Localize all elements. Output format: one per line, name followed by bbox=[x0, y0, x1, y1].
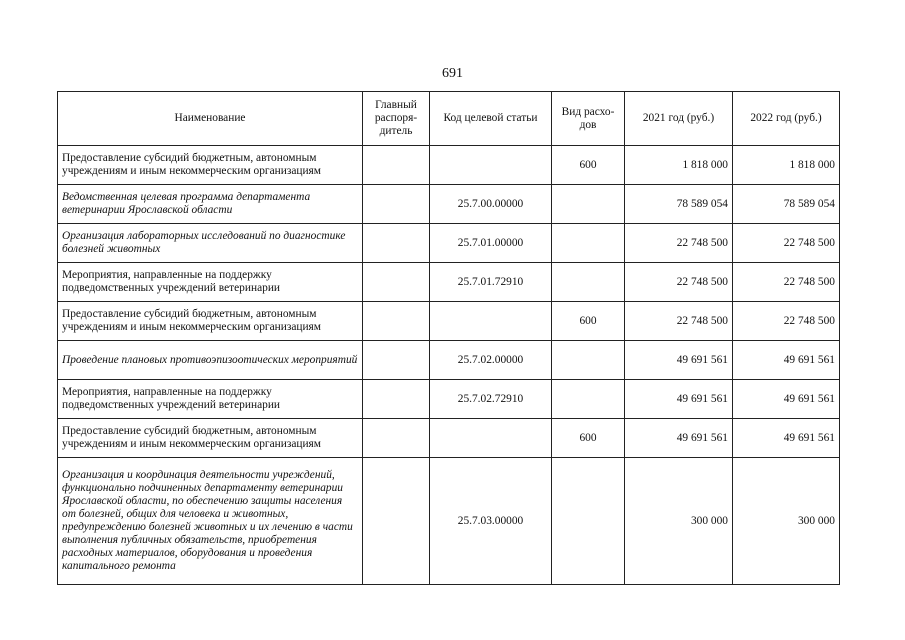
row-name: Мероприятия, направленные на поддержку подведомственных учреждений ветеринарии bbox=[58, 380, 363, 419]
table-row bbox=[58, 263, 840, 302]
row-name: Предоставление субсидий бюджетным, автономным учреждениям и иным некоммерческим организациям bbox=[58, 302, 363, 341]
row-2022: 22 748 500 bbox=[733, 224, 840, 263]
row-manager bbox=[363, 146, 430, 185]
row-name: Организация лабораторных исследований по диагностике болезней животных bbox=[58, 224, 363, 263]
table-row bbox=[58, 419, 840, 458]
row-manager bbox=[363, 224, 430, 263]
row-manager bbox=[363, 302, 430, 341]
row-name: Мероприятия, направленные на поддержку подведомственных учреждений ветеринарии bbox=[58, 263, 363, 302]
row-manager bbox=[363, 263, 430, 302]
row-2022: 1 818 000 bbox=[733, 146, 840, 185]
row-code bbox=[430, 419, 552, 458]
header-2022: 2022 год (руб.) bbox=[733, 92, 840, 146]
header-2021: 2021 год (руб.) bbox=[625, 92, 733, 146]
row-2021: 22 748 500 bbox=[625, 263, 733, 302]
row-expense-type bbox=[552, 380, 625, 419]
header-name: Наименование bbox=[58, 92, 363, 146]
row-2022: 78 589 054 bbox=[733, 185, 840, 224]
row-code bbox=[430, 146, 552, 185]
row-2021: 300 000 bbox=[625, 458, 733, 585]
row-manager bbox=[363, 380, 430, 419]
row-expense-type bbox=[552, 341, 625, 380]
budget-table bbox=[57, 91, 840, 585]
row-2021: 49 691 561 bbox=[625, 380, 733, 419]
row-name: Предоставление субсидий бюджетным, автономным учреждениям и иным некоммерческим организациям bbox=[58, 419, 363, 458]
row-code: 25.7.00.00000 bbox=[430, 185, 552, 224]
row-code: 25.7.01.00000 bbox=[430, 224, 552, 263]
row-code: 25.7.02.72910 bbox=[430, 380, 552, 419]
row-expense-type bbox=[552, 458, 625, 585]
table-row bbox=[58, 380, 840, 419]
row-2022: 22 748 500 bbox=[733, 302, 840, 341]
row-2022: 49 691 561 bbox=[733, 341, 840, 380]
row-code bbox=[430, 302, 552, 341]
row-manager bbox=[363, 419, 430, 458]
row-expense-type: 600 bbox=[552, 302, 625, 341]
table-header-row bbox=[58, 92, 840, 146]
table-row bbox=[58, 185, 840, 224]
row-manager bbox=[363, 341, 430, 380]
row-2021: 1 818 000 bbox=[625, 146, 733, 185]
page-number: 691 bbox=[442, 66, 463, 81]
table-row bbox=[58, 341, 840, 380]
row-2022: 49 691 561 bbox=[733, 419, 840, 458]
table-row bbox=[58, 458, 840, 585]
header-manager: Главный распоря-дитель bbox=[363, 92, 430, 146]
table-row bbox=[58, 146, 840, 185]
table-row bbox=[58, 224, 840, 263]
row-expense-type: 600 bbox=[552, 146, 625, 185]
row-name: Ведомственная целевая программа департамента ветеринарии Ярославской области bbox=[58, 185, 363, 224]
row-code: 25.7.02.00000 bbox=[430, 341, 552, 380]
row-expense-type: 600 bbox=[552, 419, 625, 458]
header-code: Код целевой статьи bbox=[430, 92, 552, 146]
row-2022: 49 691 561 bbox=[733, 380, 840, 419]
row-2021: 78 589 054 bbox=[625, 185, 733, 224]
row-expense-type bbox=[552, 263, 625, 302]
row-2021: 22 748 500 bbox=[625, 302, 733, 341]
row-2021: 49 691 561 bbox=[625, 419, 733, 458]
row-name: Предоставление субсидий бюджетным, автономным учреждениям и иным некоммерческим организациям bbox=[58, 146, 363, 185]
row-2022: 300 000 bbox=[733, 458, 840, 585]
row-name: Проведение плановых противоэпизоотических мероприятий bbox=[58, 341, 363, 380]
row-code: 25.7.03.00000 bbox=[430, 458, 552, 585]
row-2021: 49 691 561 bbox=[625, 341, 733, 380]
row-expense-type bbox=[552, 224, 625, 263]
row-manager bbox=[363, 458, 430, 585]
row-manager bbox=[363, 185, 430, 224]
row-expense-type bbox=[552, 185, 625, 224]
table-row bbox=[58, 302, 840, 341]
row-name: Организация и координация деятельности учреждений, функционально подчиненных департаменту ветеринарии Ярославской области, по обеспечению защиты населения от болезней, общих для человека и животных, предупреждению болезней животных и их лечению в части выполнения публичных обязательств, приобретения расходных материалов, оборудования и проведения капитального ремонта bbox=[58, 458, 363, 585]
header-expense-type: Вид расхо-дов bbox=[552, 92, 625, 146]
row-2022: 22 748 500 bbox=[733, 263, 840, 302]
row-2021: 22 748 500 bbox=[625, 224, 733, 263]
row-code: 25.7.01.72910 bbox=[430, 263, 552, 302]
